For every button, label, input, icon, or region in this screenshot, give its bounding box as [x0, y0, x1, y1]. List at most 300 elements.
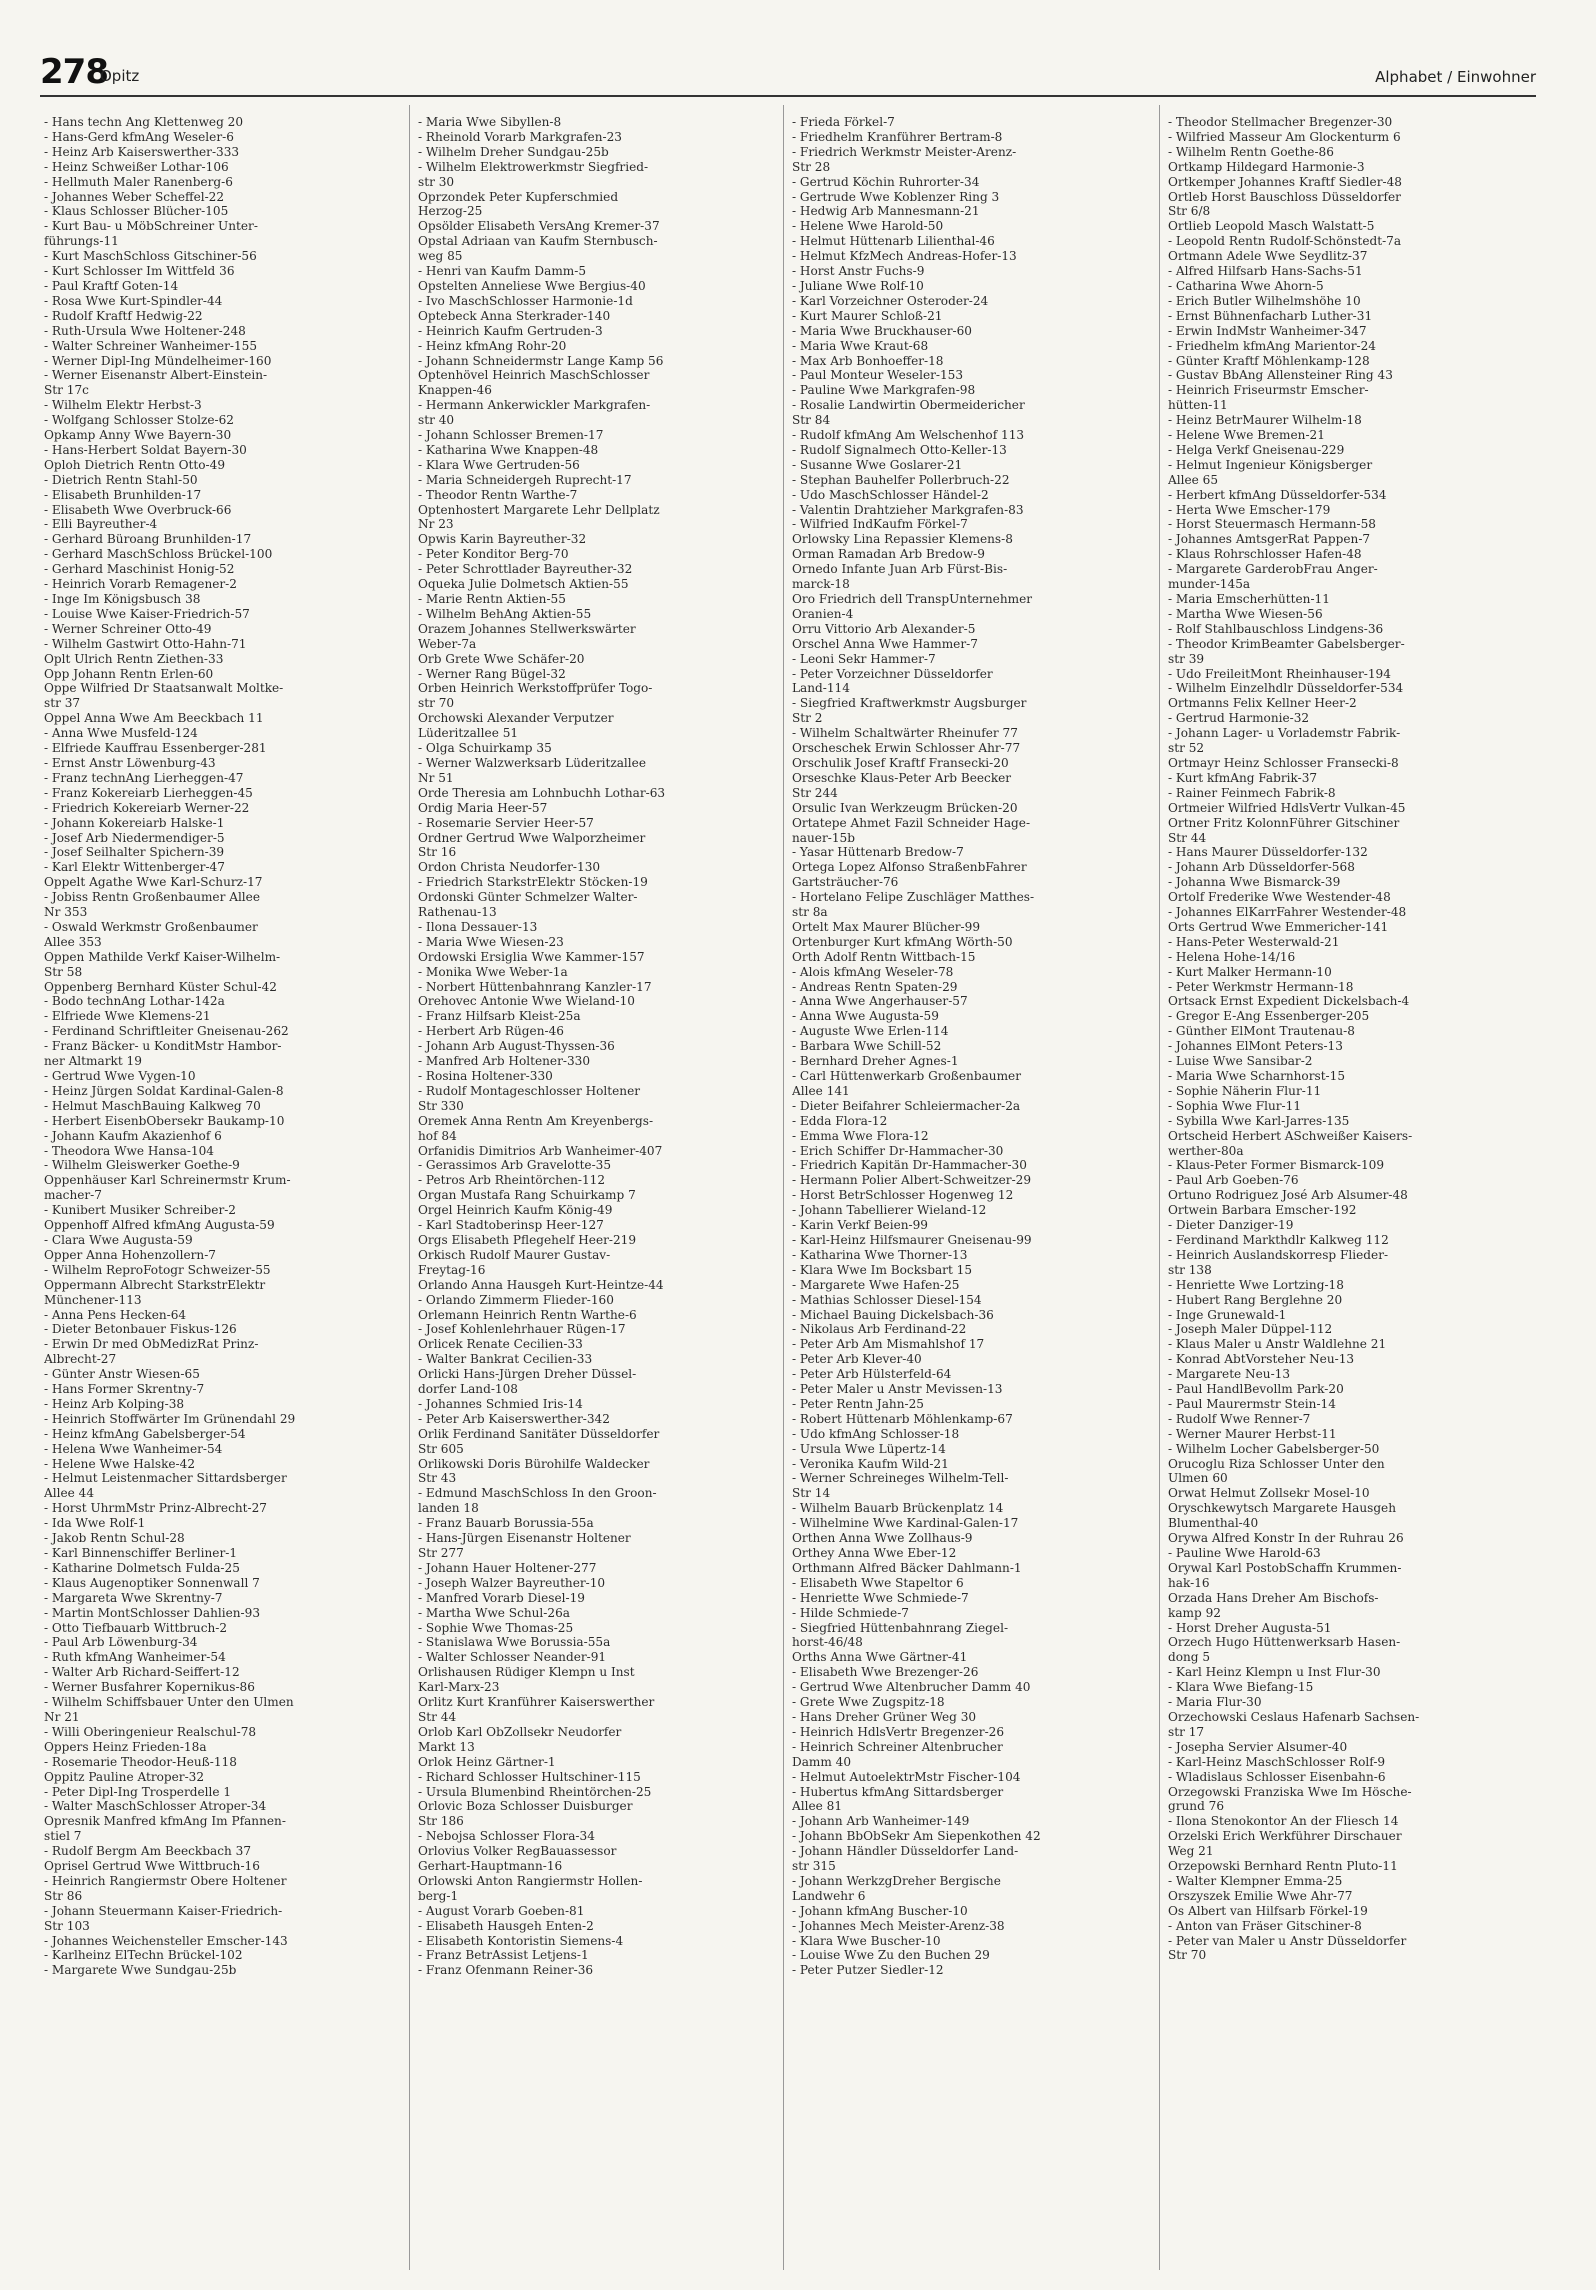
- directory-entry: - Gertrude Wwe Koblenzer Ring 3: [792, 189, 1000, 204]
- directory-entry: - Karl-Heinz MaschSchlosser Rolf-9: [1168, 1754, 1386, 1769]
- directory-entry: - Jakob Rentn Schul-28: [44, 1531, 185, 1546]
- column-divider: [783, 105, 784, 2270]
- directory-entry: Str 103: [44, 1918, 90, 1933]
- directory-entry: Ortwein Barbara Emscher-192: [1168, 1203, 1357, 1218]
- directory-entry: hütten-11: [1168, 398, 1228, 413]
- directory-entry: Str 70: [1168, 1948, 1207, 1963]
- directory-entry: - Herta Wwe Emscher-179: [1168, 502, 1331, 517]
- directory-entry: marck-18: [792, 577, 850, 592]
- section-title: Alphabet / Einwohner: [1375, 68, 1536, 86]
- directory-entry: - Karin Verkf Beien-99: [792, 1218, 929, 1233]
- directory-entry: - Heinz Schweißer Lothar-106: [44, 159, 229, 174]
- directory-entry: - Heinrich HdlsVertr Bregenzer-26: [792, 1724, 1005, 1739]
- directory-entry: Allee 65: [1168, 472, 1219, 487]
- directory-entry: - Johannes Mech Meister-Arenz-38: [792, 1918, 1005, 1933]
- directory-entry: ner Altmarkt 19: [44, 1054, 142, 1069]
- directory-entry: Allee 81: [792, 1799, 843, 1814]
- directory-entry: Allee 141: [792, 1083, 850, 1098]
- directory-entry: - Helene Wwe Harold-50: [792, 219, 944, 234]
- directory-entry: - Heinrich Friseurmstr Emscher-: [1168, 383, 1369, 398]
- directory-entry: - Gustav BbAng Allensteiner Ring 43: [1168, 368, 1393, 383]
- directory-entry: Str 277: [418, 1546, 464, 1560]
- directory-entry: - Veronika Kaufm Wild-21: [792, 1456, 949, 1471]
- directory-entry: - Karl Binnenschiffer Berliner-1: [44, 1546, 238, 1560]
- directory-entry: - Leopold Rentn Rudolf-Schönstedt-7a: [1168, 234, 1402, 249]
- directory-entry: - Ferdinand Schriftleiter Gneisenau-262: [44, 1024, 289, 1039]
- directory-entry: Opstelten Anneliese Wwe Bergius-40: [418, 278, 646, 293]
- directory-entry: - Elisabeth Hausgeh Enten-2: [418, 1918, 594, 1933]
- directory-entry: führungs-11: [44, 234, 119, 249]
- directory-entry: - Friedrich Kapitän Dr-Hammacher-30: [792, 1158, 1027, 1173]
- directory-entry: - Heinz BetrMaurer Wilhelm-18: [1168, 413, 1362, 428]
- directory-entry: - Wilhelm Locher Gabelsberger-50: [1168, 1441, 1380, 1456]
- directory-entry: - Rudolf Montageschlosser Holtener: [418, 1083, 641, 1098]
- directory-entry: Orru Vittorio Arb Alexander-5: [792, 621, 976, 636]
- directory-entry: Orts Gertrud Wwe Emmericher-141: [1168, 919, 1389, 934]
- directory-entry: - Theodor Rentn Warthe-7: [418, 487, 578, 502]
- directory-entry: - Peter Arb Kaiserswerther-342: [418, 1411, 610, 1426]
- directory-entry: - Anna Wwe Augusta-59: [792, 1009, 939, 1024]
- directory-entry: - Theodor KrimBeamter Gabelsberger-: [1168, 636, 1405, 651]
- directory-entry: Allee 44: [44, 1486, 95, 1501]
- directory-entry: - Franz technAng Lierheggen-47: [44, 770, 244, 785]
- directory-entry: - Rainer Feinmech Fabrik-8: [1168, 785, 1336, 800]
- directory-entry: - Kunibert Musiker Schreiber-2: [44, 1203, 236, 1218]
- directory-entry: grund 76: [1168, 1799, 1225, 1814]
- directory-entry: Ordner Gertrud Wwe Walporzheimer: [418, 830, 646, 845]
- directory-entry: Oppe Wilfried Dr Staatsanwalt Moltke-: [44, 681, 284, 696]
- directory-entry: - Erwin IndMstr Wanheimer-347: [1168, 323, 1367, 338]
- directory-entry: Karl-Marx-23: [418, 1680, 500, 1695]
- directory-entry: - Hilde Schmiede-7: [792, 1605, 909, 1620]
- directory-entry: - Pauline Wwe Harold-63: [1168, 1546, 1321, 1560]
- directory-entry: nauer-15b: [792, 830, 855, 845]
- directory-entry: - Heinz kfmAng Gabelsberger-54: [44, 1426, 246, 1441]
- directory-entry: - Maria Schneidergeh Ruprecht-17: [418, 472, 632, 487]
- directory-entry: - Johann Arb Wanheimer-149: [792, 1814, 970, 1829]
- directory-entry: Ortolf Frederike Wwe Westender-48: [1168, 890, 1391, 905]
- directory-entry: - Gerhard Büroang Brunhilden-17: [44, 532, 252, 547]
- directory-entry: - Walter Schlosser Neander-91: [418, 1650, 607, 1665]
- directory-entry: - Friedrich StarkstrElektr Stöcken-19: [418, 875, 648, 890]
- directory-entry: - Josepha Servier Alsumer-40: [1168, 1739, 1348, 1754]
- directory-entry: Ortelt Max Maurer Blücher-99: [792, 919, 981, 934]
- directory-entry: Str 330: [418, 1098, 464, 1113]
- directory-entry: - Wilfried IndKaufm Förkel-7: [792, 517, 968, 532]
- directory-entry: - Hans-Herbert Soldat Bayern-30: [44, 442, 247, 457]
- directory-entry: Str 14: [792, 1486, 831, 1501]
- directory-entry: - Marie Rentn Aktien-55: [418, 592, 566, 606]
- directory-entry: - Ilona Dessauer-13: [418, 919, 538, 934]
- directory-entry: - Peter Arb Klever-40: [792, 1352, 922, 1367]
- directory-entry: - Franz Hilfsarb Kleist-25a: [418, 1009, 581, 1024]
- directory-entry: - Heinz Jürgen Soldat Kardinal-Galen-8: [44, 1083, 284, 1098]
- directory-column-1: [44, 115, 406, 2265]
- directory-entry: - Erich Butler Wilhelmshöhe 10: [1168, 293, 1361, 308]
- directory-entry: - Maria Flur-30: [1168, 1695, 1262, 1710]
- directory-entry: Albrecht-27: [44, 1352, 117, 1367]
- directory-entry: - Hermann Polier Albert-Schweitzer-29: [792, 1173, 1032, 1188]
- directory-entry: - Willi Oberingenieur Realschul-78: [44, 1724, 257, 1739]
- directory-entry: - Ferdinand Markthdlr Kalkweg 112: [1168, 1232, 1389, 1247]
- directory-entry: - Maria Emscherhütten-11: [1168, 592, 1330, 606]
- directory-entry: - Walter Bankrat Cecilien-33: [418, 1352, 593, 1367]
- directory-entry: Str 44: [1168, 830, 1207, 845]
- directory-entry: - Johann Kaufm Akazienhof 6: [44, 1128, 222, 1143]
- directory-entry: Orman Ramadan Arb Bredow-9: [792, 547, 985, 562]
- directory-entry: Str 244: [792, 785, 838, 800]
- directory-entry: - Klara Wwe Im Bocksbart 15: [792, 1262, 973, 1277]
- directory-entry: - Hans-Jürgen Eisenanstr Holtener: [418, 1531, 631, 1546]
- directory-entry: Oploh Dietrich Rentn Otto-49: [44, 457, 226, 472]
- directory-entry: Ortmanns Felix Kellner Heer-2: [1168, 696, 1357, 711]
- directory-entry: - Luise Wwe Sansibar-2: [1168, 1054, 1313, 1069]
- directory-entry: Ordon Christa Neudorfer-130: [418, 860, 601, 875]
- directory-entry: - Friedhelm Kranführer Bertram-8: [792, 129, 1003, 144]
- directory-entry: - Werner Schreineges Wilhelm-Tell-: [792, 1471, 1009, 1486]
- directory-entry: - Carl Hüttenwerkarb Großenbaumer: [792, 1069, 1021, 1083]
- directory-entry: - Paul Maurermstr Stein-14: [1168, 1396, 1336, 1411]
- directory-entry: Ordowski Ersiglia Wwe Kammer-157: [418, 949, 645, 964]
- directory-entry: Rathenau-13: [418, 905, 497, 920]
- directory-entry: - Martha Wwe Wiesen-56: [1168, 606, 1323, 621]
- directory-entry: Oppermann Albrecht StarkstrElektr: [44, 1277, 266, 1292]
- directory-entry: Oplt Ulrich Rentn Ziethen-33: [44, 651, 224, 666]
- directory-entry: - Kurt Schlosser Im Wittfeld 36: [44, 264, 235, 279]
- directory-entry: - Margareta Wwe Skrentny-7: [44, 1590, 223, 1605]
- directory-entry: - Johannes Weber Scheffel-22: [44, 189, 225, 204]
- directory-entry: - Dietrich Rentn Stahl-50: [44, 472, 198, 487]
- directory-entry: - Alois kfmAng Weseler-78: [792, 964, 954, 979]
- directory-entry: - Theodor Stellmacher Bregenzer-30: [1168, 115, 1393, 129]
- directory-entry: - Udo kfmAng Schlosser-18: [792, 1426, 960, 1441]
- directory-entry: stiel 7: [44, 1829, 82, 1844]
- directory-entry: Oppen Mathilde Verkf Kaiser-Wilhelm-: [44, 949, 281, 964]
- column-divider: [1159, 105, 1160, 2270]
- directory-entry: Blumenthal-40: [1168, 1516, 1259, 1531]
- directory-entry: - Kurt MaschSchloss Gitschiner-56: [44, 249, 257, 264]
- directory-entry: - Walter Klempner Emma-25: [1168, 1873, 1343, 1888]
- directory-entry: Orlicek Renate Cecilien-33: [418, 1337, 583, 1352]
- directory-entry: - Josef Arb Niedermendiger-5: [44, 830, 225, 845]
- directory-entry: - Richard Schlosser Hultschiner-115: [418, 1769, 641, 1784]
- directory-entry: - Walter MaschSchlosser Atroper-34: [44, 1799, 267, 1814]
- directory-entry: - Anna Wwe Musfeld-124: [44, 726, 198, 741]
- directory-entry: - Henriette Wwe Schmiede-7: [792, 1590, 969, 1605]
- directory-entry: Nr 51: [418, 770, 454, 785]
- directory-entry: - Franz Bauarb Borussia-55a: [418, 1516, 594, 1531]
- directory-entry: Ortkamp Hildegard Harmonie-3: [1168, 159, 1365, 174]
- directory-entry: - Hans Dreher Grüner Weg 30: [792, 1709, 977, 1724]
- directory-column-2: [418, 115, 780, 2265]
- directory-entry: - Michael Bauing Dickelsbach-36: [792, 1307, 994, 1322]
- directory-entry: - Dieter Danziger-19: [1168, 1218, 1294, 1233]
- directory-entry: Orzepowski Bernhard Rentn Pluto-11: [1168, 1859, 1398, 1874]
- directory-entry: - Alfred Hilfsarb Hans-Sachs-51: [1168, 264, 1363, 279]
- directory-entry: Ortlieb Leopold Masch Walstatt-5: [1168, 219, 1375, 234]
- directory-entry: - Manfred Vorarb Diesel-19: [418, 1590, 586, 1605]
- directory-entry: berg-1: [418, 1888, 459, 1903]
- directory-entry: - Ernst Bühnenfacharb Luther-31: [1168, 308, 1373, 323]
- directory-entry: Opwis Karin Bayreuther-32: [418, 532, 587, 547]
- directory-entry: - Anna Wwe Angerhauser-57: [792, 994, 968, 1009]
- directory-entry: - Edmund MaschSchloss In den Groon-: [418, 1486, 657, 1501]
- directory-entry: Orschulik Josef Kraftf Fransecki-20: [792, 755, 1009, 770]
- directory-entry: Nr 353: [44, 905, 88, 920]
- directory-entry: - Helmut Leistenmacher Sittardsberger: [44, 1471, 287, 1486]
- directory-entry: - Klara Wwe Gertruden-56: [418, 457, 580, 472]
- directory-entry: str 30: [418, 174, 455, 189]
- directory-entry: - Susanne Wwe Goslarer-21: [792, 457, 963, 472]
- directory-entry: - Werner Walzwerksarb Lüderitzallee: [418, 755, 646, 770]
- directory-entry: - Gerhard MaschSchloss Brückel-100: [44, 547, 273, 562]
- directory-entry: - Stephan Bauhelfer Pollerbruch-22: [792, 472, 1010, 487]
- directory-entry: - Ilona Stenokontor An der Fliesch 14: [1168, 1814, 1399, 1829]
- directory-entry: - Friedrich Kokereiarb Werner-22: [44, 800, 250, 815]
- directory-entry: Ordig Maria Heer-57: [418, 800, 548, 815]
- directory-entry: Str 17c: [44, 383, 89, 398]
- directory-entry: Markt 13: [418, 1739, 475, 1754]
- directory-entry: - Hedwig Arb Mannesmann-21: [792, 204, 980, 219]
- directory-entry: Oppenberg Bernhard Küster Schul-42: [44, 979, 277, 994]
- directory-entry: macher-7: [44, 1188, 102, 1203]
- directory-entry: - Wilhelm BehAng Aktien-55: [418, 606, 592, 621]
- directory-entry: - Wilhelm ReproFotogr Schweizer-55: [44, 1262, 271, 1277]
- directory-entry: - Helene Wwe Halske-42: [44, 1456, 196, 1471]
- directory-entry: - Rosemarie Theodor-Heuß-118: [44, 1754, 237, 1769]
- directory-entry: Gerhart-Hauptmann-16: [418, 1859, 563, 1874]
- directory-entry: Lüderitzallee 51: [418, 726, 519, 741]
- directory-entry: - Kurt Malker Hermann-10: [1168, 964, 1332, 979]
- directory-entry: Orlikowski Doris Bürohilfe Waldecker: [418, 1456, 650, 1471]
- directory-entry: - Oswald Werkmstr Großenbaumer: [44, 919, 258, 934]
- directory-entry: Ornedo Infante Juan Arb Fürst-Bis-: [792, 562, 1008, 577]
- directory-entry: - Heinrich Schreiner Altenbrucher: [792, 1739, 1003, 1754]
- directory-entry: hof 84: [418, 1128, 457, 1143]
- directory-entry: - Gertrud Wwe Altenbrucher Damm 40: [792, 1680, 1031, 1695]
- directory-entry: - Johann Schlosser Bremen-17: [418, 428, 604, 443]
- header-rule: [40, 95, 1536, 97]
- directory-entry: - Wilhelmine Wwe Kardinal-Galen-17: [792, 1516, 1019, 1531]
- directory-entry: - Franz Ofenmann Reiner-36: [418, 1963, 594, 1978]
- directory-entry: - Helmut KfzMech Andreas-Hofer-13: [792, 249, 1017, 264]
- directory-entry: - Norbert Hüttenbahnrang Kanzler-17: [418, 979, 652, 994]
- directory-entry: - Johann kfmAng Buscher-10: [792, 1903, 968, 1918]
- directory-entry: - Helmut Ingenieur Königsberger: [1168, 457, 1373, 472]
- directory-entry: Gartsträucher-76: [792, 875, 899, 890]
- directory-entry: Opp Johann Rentn Erlen-60: [44, 666, 214, 681]
- directory-entry: Optenhövel Heinrich MaschSchlosser: [418, 368, 650, 383]
- directory-entry: - Heinrich Stoffwärter Im Grünendahl 29: [44, 1411, 296, 1426]
- directory-entry: - Ida Wwe Rolf-1: [44, 1516, 146, 1531]
- directory-entry: Oppelt Agathe Wwe Karl-Schurz-17: [44, 875, 263, 890]
- directory-entry: Str 6/8: [1168, 204, 1211, 219]
- directory-entry: - Klaus-Peter Former Bismarck-109: [1168, 1158, 1385, 1173]
- directory-entry: Str 2: [792, 711, 823, 726]
- directory-entry: Organ Mustafa Rang Schuirkamp 7: [418, 1188, 636, 1203]
- directory-entry: Ortenburger Kurt kfmAng Wörth-50: [792, 934, 1013, 949]
- directory-entry: Allee 353: [44, 934, 102, 949]
- directory-entry: - Rosalie Landwirtin Obermeidericher: [792, 398, 1025, 413]
- directory-entry: - Hermann Ankerwickler Markgrafen-: [418, 398, 651, 413]
- directory-entry: Ortmayr Heinz Schlosser Fransecki-8: [1168, 755, 1399, 770]
- directory-entry: - Werner Rang Bügel-32: [418, 666, 566, 681]
- directory-entry: - Maria Wwe Wiesen-23: [418, 934, 564, 949]
- directory-entry: - Peter Rentn Jahn-25: [792, 1396, 924, 1411]
- directory-entry: - Rheinold Vorarb Markgrafen-23: [418, 129, 622, 144]
- directory-entry: Str 86: [44, 1888, 83, 1903]
- directory-entry: - Karl Vorzeichner Osteroder-24: [792, 293, 989, 308]
- directory-entry: Str 16: [418, 845, 457, 860]
- directory-entry: - Klaus Rohrschlosser Hafen-48: [1168, 547, 1362, 562]
- directory-entry: - Siegfried Hüttenbahnrang Ziegel-: [792, 1620, 1009, 1635]
- directory-entry: - Johannes Schmied Iris-14: [418, 1396, 583, 1411]
- directory-entry: - Günter Anstr Wiesen-65: [44, 1367, 200, 1382]
- directory-entry: - Herbert EisenbObersekr Baukamp-10: [44, 1113, 285, 1128]
- directory-entry: Opresnik Manfred kfmAng Im Pfannen-: [44, 1814, 286, 1829]
- directory-entry: Opstal Adriaan van Kaufm Sternbusch-: [418, 234, 658, 249]
- directory-column-4: [1168, 115, 1530, 2265]
- directory-entry: Nr 21: [44, 1709, 80, 1724]
- directory-entry: - Erich Schiffer Dr-Hammacher-30: [792, 1143, 1004, 1158]
- directory-entry: Orlik Ferdinand Sanitäter Düsseldorfer: [418, 1426, 660, 1441]
- directory-entry: - Barbara Wwe Schill-52: [792, 1039, 942, 1054]
- directory-entry: - Horst Anstr Fuchs-9: [792, 264, 925, 279]
- directory-entry: Orthen Anna Wwe Zollhaus-9: [792, 1531, 973, 1546]
- directory-entry: - Elisabeth Wwe Stapeltor 6: [792, 1575, 964, 1590]
- directory-entry: - Orlando Zimmerm Flieder-160: [418, 1292, 614, 1307]
- directory-entry: hak-16: [1168, 1575, 1210, 1590]
- directory-entry: Str 84: [792, 413, 831, 428]
- directory-entry: - Peter Werkmstr Hermann-18: [1168, 979, 1354, 994]
- directory-entry: - Franz BetrAssist Letjens-1: [418, 1948, 589, 1963]
- directory-entry: Orzechowski Ceslaus Hafenarb Sachsen-: [1168, 1709, 1420, 1724]
- directory-entry: Ortleb Horst Bauschloss Düsseldorfer: [1168, 189, 1401, 204]
- directory-entry: - Edda Flora-12: [792, 1113, 888, 1128]
- directory-entry: str 8a: [792, 905, 828, 920]
- directory-entry: Orchowski Alexander Verputzer: [418, 711, 614, 726]
- directory-entry: Str 43: [418, 1471, 457, 1486]
- directory-entry: - Peter van Maler u Anstr Düsseldorfer: [1168, 1933, 1407, 1948]
- directory-entry: - Klaus Augenoptiker Sonnenwall 7: [44, 1575, 260, 1590]
- directory-entry: - Karl-Heinz Hilfsmaurer Gneisenau-99: [792, 1232, 1032, 1247]
- directory-entry: Ortner Fritz KolonnFührer Gitschiner: [1168, 815, 1400, 830]
- directory-entry: - Andreas Rentn Spaten-29: [792, 979, 958, 994]
- directory-entry: - Heinz Arb Kaiserswerther-333: [44, 144, 240, 159]
- directory-entry: - Rudolf Wwe Renner-7: [1168, 1411, 1311, 1426]
- directory-entry: Optenhostert Margarete Lehr Dellplatz: [418, 502, 660, 517]
- directory-entry: - Wilhelm Schaltwärter Rheinufer 77: [792, 726, 1018, 741]
- directory-entry: Orlemann Heinrich Rentn Warthe-6: [418, 1307, 637, 1322]
- directory-entry: - Karl Heinz Klempn u Inst Flur-30: [1168, 1665, 1381, 1680]
- directory-entry: - Johannes ElMont Peters-13: [1168, 1039, 1343, 1054]
- directory-entry: - Bodo technAng Lothar-142a: [44, 994, 225, 1009]
- directory-entry: - Erwin Dr med ObMedizRat Prinz-: [44, 1337, 259, 1352]
- directory-entry: Oppenhoff Alfred kfmAng Augusta-59: [44, 1218, 275, 1233]
- directory-entry: - Wladislaus Schlosser Eisenbahn-6: [1168, 1769, 1386, 1784]
- directory-entry: Orlowsky Lina Repassier Klemens-8: [792, 532, 1013, 547]
- directory-entry: - Franz Bäcker- u KonditMstr Hambor-: [44, 1039, 282, 1054]
- directory-entry: str 39: [1168, 651, 1205, 666]
- directory-entry: - Werner Eisenanstr Albert-Einstein-: [44, 368, 268, 383]
- directory-entry: - Heinrich Auslandskorresp Flieder-: [1168, 1247, 1389, 1262]
- directory-entry: - Rosemarie Servier Heer-57: [418, 815, 594, 830]
- directory-entry: Str 186: [418, 1814, 464, 1829]
- directory-entry: Opkamp Anny Wwe Bayern-30: [44, 428, 232, 443]
- directory-entry: - Rudolf Signalmech Otto-Keller-13: [792, 442, 1007, 457]
- directory-entry: - Johann Schneidermstr Lange Kamp 56: [418, 353, 664, 368]
- directory-entry: Optebeck Anna Sterkrader-140: [418, 308, 611, 323]
- directory-entry: - Hans Former Skrentny-7: [44, 1382, 205, 1397]
- directory-entry: - Friedrich Werkmstr Meister-Arenz-: [792, 144, 1017, 159]
- directory-entry: Orywa Alfred Konstr In der Ruhrau 26: [1168, 1531, 1404, 1546]
- directory-entry: Str 44: [418, 1709, 457, 1724]
- directory-entry: - Mathias Schlosser Diesel-154: [792, 1292, 982, 1307]
- directory-entry: Orthey Anna Wwe Eber-12: [792, 1546, 957, 1560]
- directory-entry: - Maria Wwe Sibyllen-8: [418, 115, 562, 129]
- directory-entry: - Hortelano Felipe Zuschläger Matthes-: [792, 890, 1035, 905]
- directory-entry: Oqueka Julie Dolmetsch Aktien-55: [418, 577, 629, 592]
- directory-entry: - Wolfgang Schlosser Stolze-62: [44, 413, 234, 428]
- directory-entry: Orazem Johannes Stellwerkswärter: [418, 621, 636, 636]
- directory-entry: - Johann Händler Düsseldorfer Land-: [792, 1844, 1019, 1859]
- directory-entry: - Rosa Wwe Kurt-Spindler-44: [44, 293, 223, 308]
- directory-entry: kamp 92: [1168, 1605, 1221, 1620]
- directory-entry: Orzegowski Franziska Wwe Im Hösche-: [1168, 1784, 1412, 1799]
- directory-entry: - Frieda Förkel-7: [792, 115, 895, 129]
- directory-entry: munder-145a: [1168, 577, 1251, 592]
- directory-entry: Str 28: [792, 159, 831, 174]
- directory-entry: Ortatepe Ahmet Fazil Schneider Hage-: [792, 815, 1031, 830]
- directory-entry: - Inge Grunewald-1: [1168, 1307, 1287, 1322]
- directory-entry: Orsulic Ivan Werkzeugm Brücken-20: [792, 800, 1018, 815]
- directory-entry: - Sophia Wwe Flur-11: [1168, 1098, 1302, 1113]
- directory-entry: - Valentin Drahtzieher Markgrafen-83: [792, 502, 1024, 517]
- directory-entry: - Monika Wwe Weber-1a: [418, 964, 568, 979]
- directory-entry: - Franz Kokereiarb Lierheggen-45: [44, 785, 253, 800]
- directory-entry: - Horst Steuermasch Hermann-58: [1168, 517, 1376, 532]
- directory-entry: - Paul Monteur Weseler-153: [792, 368, 964, 383]
- directory-entry: - Udo FreileitMont Rheinhauser-194: [1168, 666, 1391, 681]
- directory-entry: Herzog-25: [418, 204, 483, 219]
- directory-entry: - Margarete Wwe Sundgau-25b: [44, 1963, 237, 1978]
- directory-entry: - Johannes ElKarrFahrer Westender-48: [1168, 905, 1407, 920]
- directory-entry: Damm 40: [792, 1754, 852, 1769]
- directory-entry: - Peter Arb Hülsterfeld-64: [792, 1367, 952, 1382]
- directory-entry: - Heinrich Rangiermstr Obere Holtener: [44, 1873, 287, 1888]
- directory-entry: Os Albert van Hilfsarb Förkel-19: [1168, 1903, 1368, 1918]
- directory-entry: - Hans techn Ang Klettenweg 20: [44, 115, 244, 129]
- directory-entry: - Werner Busfahrer Kopernikus-86: [44, 1680, 255, 1695]
- directory-entry: str 138: [1168, 1262, 1212, 1277]
- directory-entry: landen 18: [418, 1501, 479, 1516]
- directory-entry: - Hans-Peter Westerwald-21: [1168, 934, 1340, 949]
- directory-entry: - Wilhelm Elektrowerkmstr Siegfried-: [418, 159, 649, 174]
- directory-entry: - Jobiss Rentn Großenbaumer Allee: [44, 890, 260, 905]
- directory-entry: - Karlheinz ElTechn Brückel-102: [44, 1948, 243, 1963]
- directory-entry: - Martha Wwe Schul-26a: [418, 1605, 570, 1620]
- directory-entry: - Horst Dreher Augusta-51: [1168, 1620, 1332, 1635]
- directory-entry: str 70: [418, 696, 455, 711]
- directory-entry: - Theodora Wwe Hansa-104: [44, 1143, 214, 1158]
- directory-entry: - Johann Arb August-Thyssen-36: [418, 1039, 615, 1054]
- directory-entry: - Henri van Kaufm Damm-5: [418, 264, 587, 279]
- directory-entry: - Heinrich Kaufm Gertruden-3: [418, 323, 603, 338]
- directory-entry: - Wilfried Masseur Am Glockenturm 6: [1168, 129, 1401, 144]
- page-number: 278: [40, 52, 108, 92]
- directory-entry: - Johann Lager- u Vorlademstr Fabrik-: [1168, 726, 1401, 741]
- directory-entry: Orlovius Volker RegBauassessor: [418, 1844, 617, 1859]
